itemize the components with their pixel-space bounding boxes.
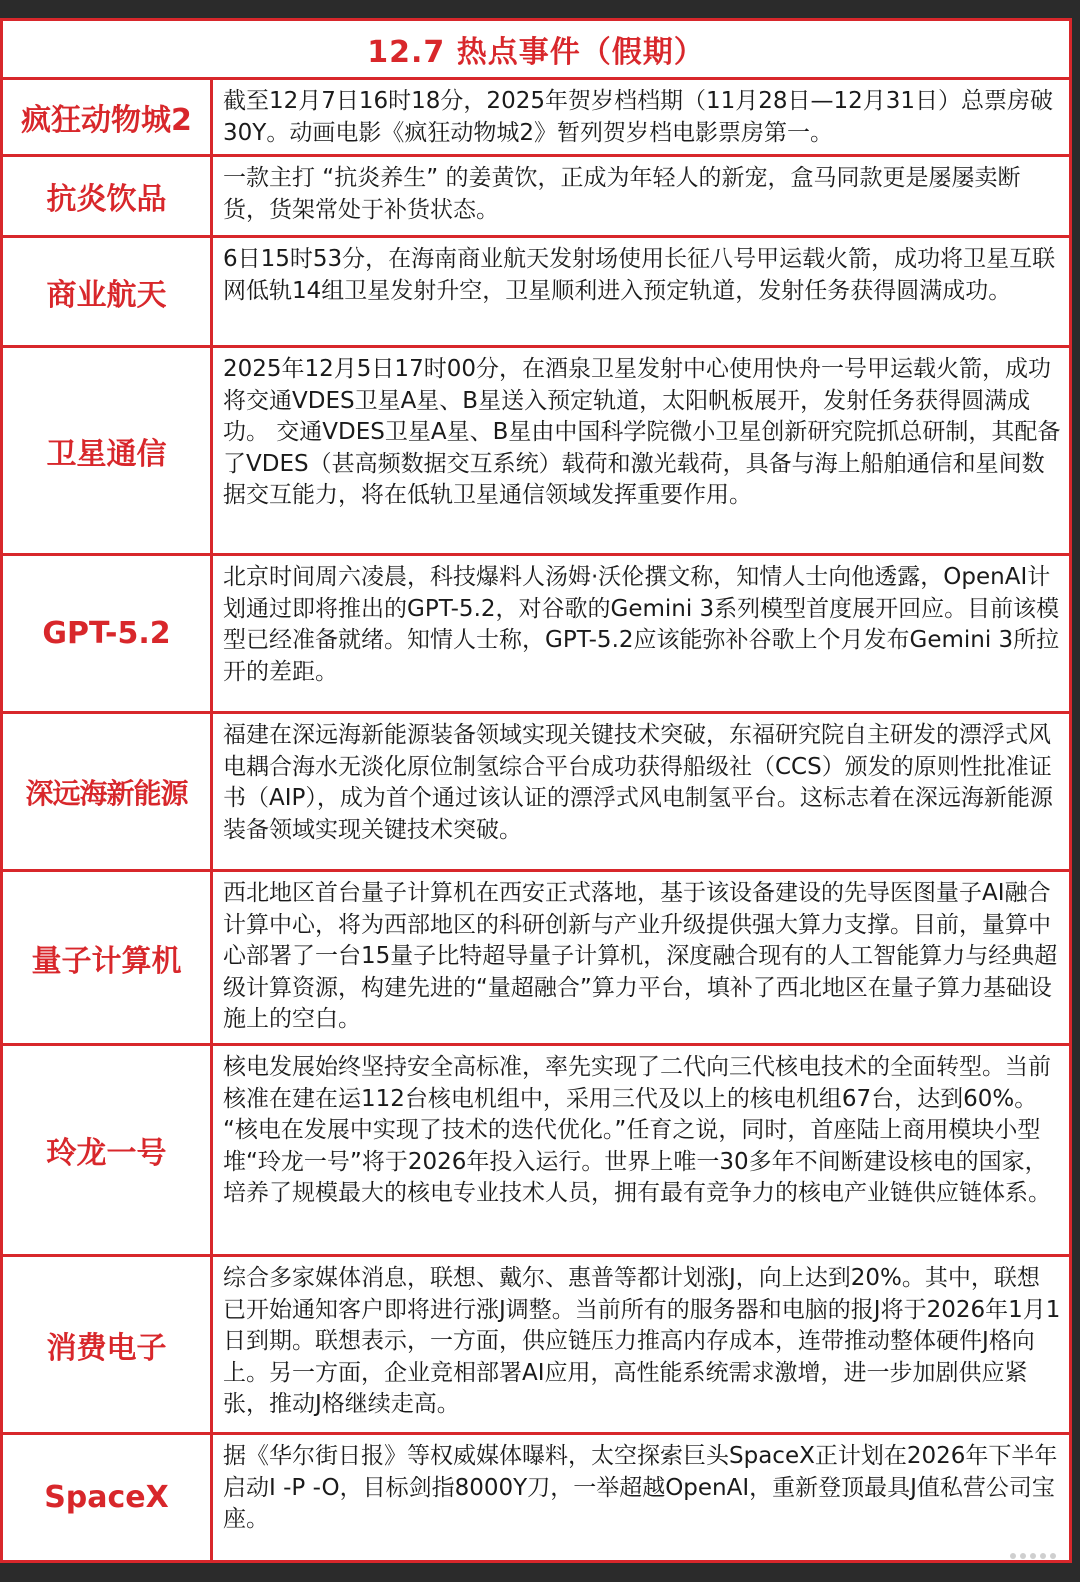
row-topic: 量子计算机 [3,872,213,1043]
table-row [3,1435,1069,1560]
row-description: 北京时间周六凌晨，科技爆料人汤姆·沃伦撰文称，知情人士向他透露，OpenAI计划通过即将推出的GPT-5.2，对谷歌的Gemini 3系列模型首度展开回应。目前该模型已经准备就绪。知情人士称，GPT-5.2应该能弥补谷歌上个月发布Gemini 3所拉开的差距。 [223,564,1060,685]
table-row [3,1046,1069,1257]
row-topic: 疯狂动物城2 [3,80,213,154]
row-topic: 深远海新能源 [3,714,213,869]
row-description: 西北地区首台量子计算机在西安正式落地，基于该设备建设的先导医图量子AI融合计算中心，将为西部地区的科研创新与产业升级提供强大算力支撑。目前，量算中心部署了一台15量子比特超导量子计算机，深度融合现有的人工智能算力与经典超级计算资源，构建先进的“量超融合”算力平台，填补了西北地区在量子算力基础设施上的空白。 [223,880,1058,1032]
row-description: 一款主打 “抗炎养生” 的姜黄饮，正成为年轻人的新宠，盒马同款更是屡屡卖断货，货架常处于补货状态。 [223,165,1021,223]
row-topic: 抗炎饮品 [3,157,213,235]
table-row [3,157,1069,238]
row-topic: 商业航天 [3,238,213,345]
more-dots-icon [1010,1549,1060,1563]
row-description: 2025年12月5日17时00分，在酒泉卫星发射中心使用快舟一号甲运载火箭，成功将交通VDES卫星A星、B星送入预定轨道，太阳帆板展开，发射任务获得圆满成功。 交通VDES卫星A星、B星由中国科学院微小卫星创新研究院抓总研制，其配备了VDES（甚高频数据交互系统）载荷和激光载荷，具备与海上船舶通信和星间数据交互能力，将在低轨卫星通信领域发挥重要作用。 [223,356,1061,508]
row-description: 截至12月7日16时18分，2025年贺岁档档期（11月28日—12月31日）总票房破30Y。动画电影《疯狂动物城2》暂列贺岁档电影票房第一。 [223,88,1054,146]
table-row [3,872,1069,1046]
row-description: 6日15时53分，在海南商业航天发射场使用长征八号甲运载火箭，成功将卫星互联网低轨14组卫星发射升空，卫星顺利进入预定轨道，发射任务获得圆满成功。 [223,246,1056,304]
row-description: 据《华尔街日报》等权威媒体曝料，太空探索巨头SpaceX正计划在2026年下半年启动I -P -O，目标剑指8000Y刀，一举超越OpenAI，重新登顶最具J值私营公司宝座。 [223,1443,1058,1532]
table-row [3,714,1069,872]
row-description: 综合多家媒体消息，联想、戴尔、惠普等都计划涨J，向上达到20%。其中，联想已开始通知客户即将进行涨J调整。当前所有的服务器和电脑的报J将于2026年1月1日到期。联想表示，一方面，供应链压力推高内存成本，连带推动整体硬件J格向上。另一方面，企业竞相部署AI应用，高性能系统需求激增，进一步加剧供应紧张，推动J格继续走高。 [223,1265,1061,1417]
table-row [3,348,1069,556]
table-header [3,21,1069,80]
table-row [3,238,1069,348]
row-topic: 卫星通信 [3,348,213,553]
row-description: 核电发展始终坚持安全高标准，率先实现了二代向三代核电技术的全面转型。当前核准在建在运112台核电机组中，采用三代及以上的核电机组67台，达到60%。 “核电在发展中实现了技术的迭代优化。”任育之说，同时，首座陆上商用模块小型堆“玲龙一号”将于2026年投入运行。世界上唯一30多年不间断建设核电的国家，培养了规模最大的核电专业技术人员，拥有最有竞争力的核电产业链供应链体系。 [223,1054,1051,1206]
table-row [3,1257,1069,1435]
hot-events-table [0,18,1072,1563]
table-row [3,80,1069,157]
row-description: 福建在深远海新能源装备领域实现关键技术突破，东福研究院自主研发的漂浮式风电耦合海水无淡化原位制氢综合平台成功获得船级社（CCS）颁发的原则性批准证书（AIP），成为首个通过该认证的漂浮式风电制氢平台。这标志着在深远海新能源装备领域实现关键技术突破。 [223,722,1053,843]
row-topic: 玲龙一号 [3,1046,213,1254]
page-title: 12.7 热点事件（假期） [367,35,705,70]
row-topic: GPT-5.2 [3,556,213,711]
table-row [3,556,1069,714]
row-topic: 消费电子 [3,1257,213,1432]
row-topic: SpaceX [3,1435,213,1560]
